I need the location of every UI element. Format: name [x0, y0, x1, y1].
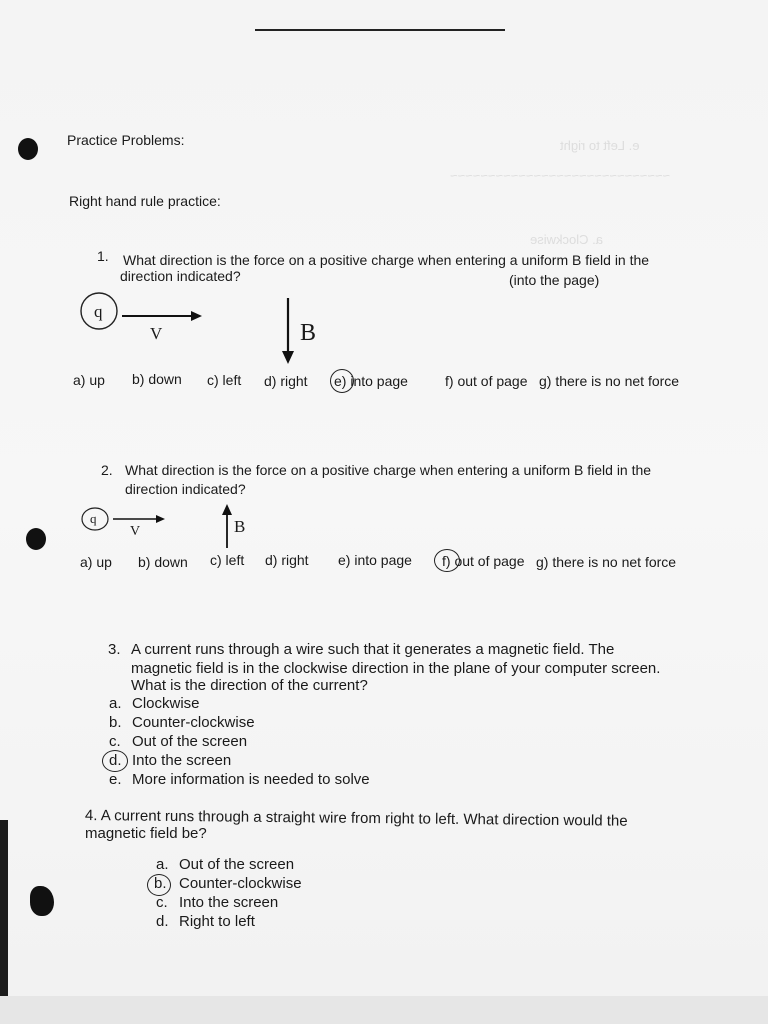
q1-field-label: B: [300, 320, 317, 346]
top-scan-line: [255, 29, 505, 31]
q2-option-f: f) out of page: [442, 553, 525, 569]
q2-velocity-arrowhead: [156, 515, 165, 523]
q3-option-d-letter: d.: [109, 752, 122, 769]
hole-punch: [30, 886, 54, 916]
bleed-through-text: ~~~~~~~~~~~~~~~~~~~~~~~~~~~~~: [450, 168, 671, 183]
q2-option-e: e) into page: [338, 552, 412, 568]
q1-answer-circle: [330, 369, 354, 393]
q2-option-g: g) there is no net force: [536, 554, 677, 570]
q3-number: 3.: [108, 641, 121, 658]
q1-charge-label: q: [94, 302, 103, 321]
q1-field-note: (into the page): [509, 272, 600, 288]
q2-answer-circle: [434, 549, 460, 572]
q3-option-a-text: Clockwise: [132, 695, 200, 712]
q1-text-line2: direction indicated?: [120, 268, 241, 284]
q1-option-e: e) into page: [334, 373, 408, 389]
q4-option-d-text: Right to left: [179, 913, 255, 930]
q2-option-a: a) up: [80, 554, 112, 570]
hole-punch: [26, 528, 46, 550]
q3-text-line3: What is the direction of the current?: [131, 677, 368, 694]
q4-option-a-letter: a.: [156, 856, 169, 873]
q1-option-a: a) up: [73, 372, 105, 388]
q4-option-d-letter: d.: [156, 913, 169, 930]
q1-diagram: [78, 290, 338, 370]
q3-option-e-text: More information is needed to solve: [132, 771, 370, 788]
scan-bottom-margin: [0, 996, 768, 1024]
q1-option-f: f) out of page: [445, 373, 528, 389]
q2-option-c: c) left: [210, 552, 245, 568]
q3-option-d-text: Into the screen: [132, 752, 232, 769]
q1-velocity-label: V: [150, 324, 163, 343]
scan-edge-shadow: [0, 820, 8, 1024]
q3-option-a-letter: a.: [109, 695, 122, 712]
q3-option-c-text: Out of the screen: [132, 733, 248, 750]
q1-number: 1.: [97, 248, 109, 264]
q4-option-c-letter: c.: [156, 894, 168, 911]
q4-option-b-text: Counter-clockwise: [179, 875, 302, 892]
q2-option-d: d) right: [265, 552, 309, 568]
q2-field-label: B: [234, 517, 246, 536]
hole-punch: [18, 138, 38, 160]
q1-velocity-arrowhead: [191, 311, 202, 321]
q1-option-c: c) left: [207, 372, 242, 388]
q3-answer-circle: [102, 750, 128, 772]
q2-option-b: b) down: [138, 554, 188, 570]
q3-option-c-letter: c.: [109, 733, 121, 750]
q4-answer-circle: [147, 874, 171, 896]
bleed-through-text: a. Clockwise: [530, 232, 603, 247]
q4-option-c-text: Into the screen: [179, 894, 279, 911]
q2-velocity-label: V: [130, 524, 141, 539]
q3-option-b-text: Counter-clockwise: [132, 714, 255, 731]
bleed-through-text: e. Left to right: [560, 138, 640, 153]
q2-diagram: [80, 500, 260, 550]
q3-text-line2: magnetic field is in the clockwise direction in the plane of your computer screen.: [131, 660, 661, 677]
q1-option-g: g) there is no net force: [539, 373, 680, 389]
q2-field-arrowhead: [222, 504, 232, 515]
q4-text-line2: magnetic field be?: [85, 825, 207, 842]
q1-field-arrowhead: [282, 351, 294, 364]
section-subtitle: Right hand rule practice:: [69, 193, 221, 209]
q4-text-line1: 4. A current runs through a straight wire from right to left. What direction would the: [84, 807, 628, 830]
q2-text-line2: direction indicated?: [125, 481, 246, 497]
q3-option-b-letter: b.: [109, 714, 122, 731]
page-title: Practice Problems:: [67, 132, 185, 148]
q2-number: 2.: [101, 462, 113, 478]
q2-text-line1: What direction is the force on a positive charge when entering a uniform B field in the: [125, 462, 652, 478]
q3-option-e-letter: e.: [109, 771, 122, 788]
q1-option-b: b) down: [132, 371, 182, 387]
q1-option-d: d) right: [264, 373, 308, 389]
q4-option-a-text: Out of the screen: [179, 856, 295, 873]
q2-charge-label: q: [90, 511, 97, 526]
q4-option-b-letter: b.: [154, 875, 167, 892]
q3-text-line1: A current runs through a wire such that it generates a magnetic field. The: [131, 641, 615, 658]
q1-text-line1: What direction is the force on a positive charge when entering a uniform B field in the: [123, 252, 650, 268]
